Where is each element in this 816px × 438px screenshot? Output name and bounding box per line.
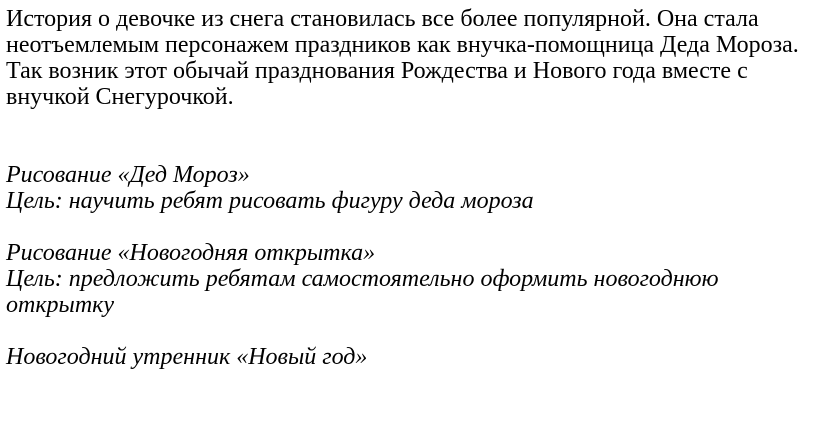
activity-goal: открытку <box>6 292 115 318</box>
spacer <box>6 110 810 162</box>
activity-drawing-card <box>6 240 810 318</box>
spacer <box>6 214 810 240</box>
intro-paragraph <box>6 6 810 110</box>
activity-goal: Цель: научить ребят рисовать фигуру деда мороза <box>6 188 534 214</box>
spacer <box>6 318 810 344</box>
activity-title: Рисование «Дед Мороз» <box>6 162 250 188</box>
intro-line: внучкой Снегурочкой. <box>6 84 234 110</box>
intro-line: История о девочке из снега становилась все более популярной. Она стала <box>6 6 759 32</box>
activity-title: Рисование «Новогодняя открытка» <box>6 240 376 266</box>
activity-title: Новогодний утренник «Новый год» <box>6 344 368 370</box>
intro-line: неотъемлемым персонажем праздников как внучка-помощница Деда Мороза. <box>6 32 799 58</box>
activity-goal: Цель: предложить ребятам самостоятельно оформить новогоднюю <box>6 266 719 292</box>
intro-line: Так возник этот обычай празднования Рождества и Нового года вместе с <box>6 58 748 84</box>
activity-drawing-santa <box>6 162 810 214</box>
activity-matinee <box>6 344 810 370</box>
